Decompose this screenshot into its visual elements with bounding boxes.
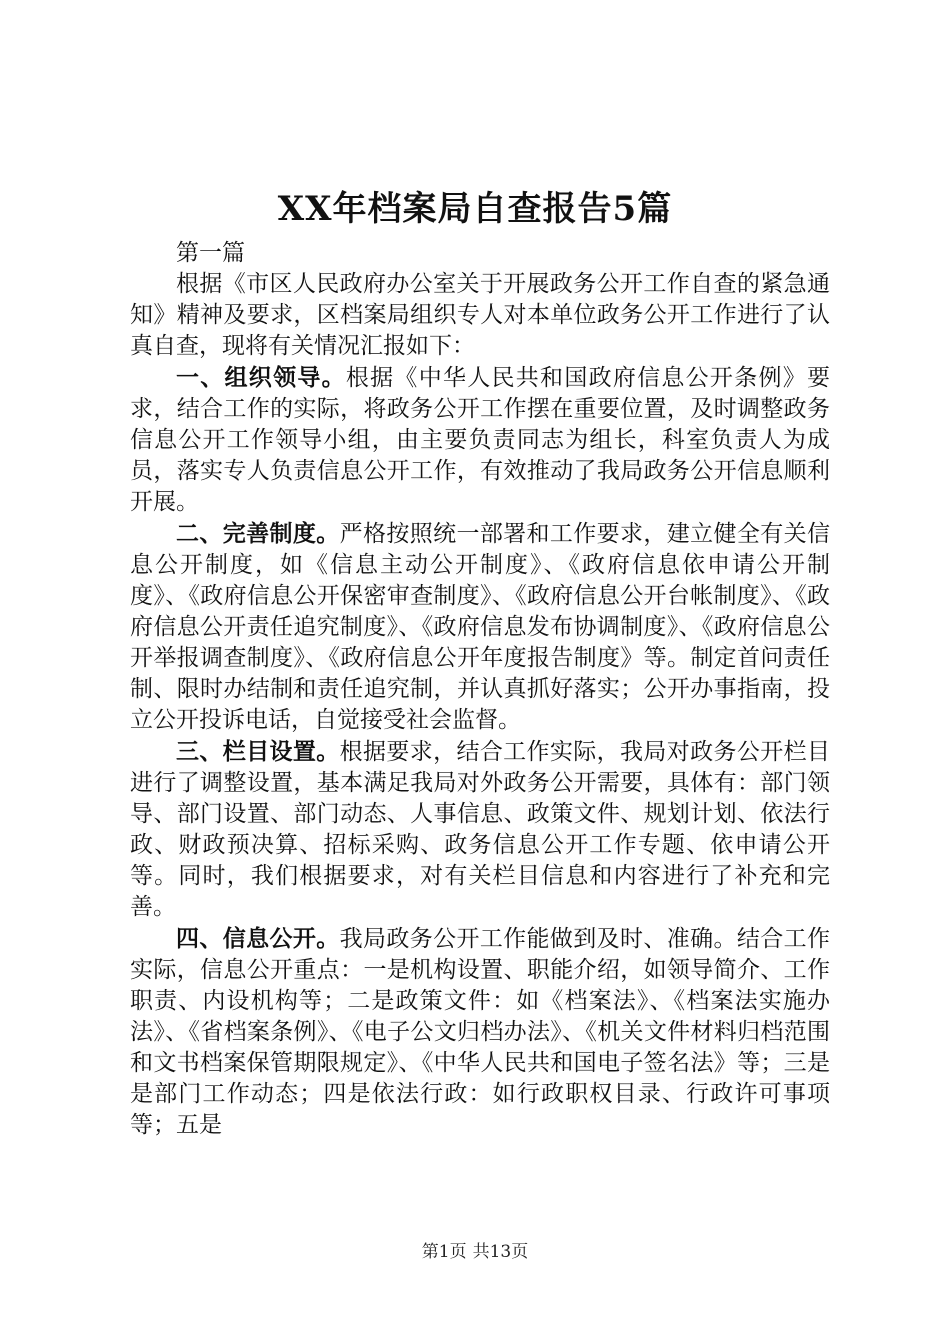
section-heading: 一、组织领导。 xyxy=(176,364,346,391)
section-paragraph xyxy=(130,362,830,518)
section-label: 第一篇 xyxy=(176,240,245,266)
section-paragraph xyxy=(130,736,830,923)
section-heading: 二、完善制度。 xyxy=(176,520,340,547)
section-paragraph xyxy=(130,923,830,1141)
document-title: XX年档案局自查报告5篇 xyxy=(277,189,673,229)
page-total: 共13页 xyxy=(472,1242,529,1262)
section-text: 严格按照统一部署和工作要求，建立健全有关信息公开制度，如《信息主动公开制度》、《政府信息依申请公开制度》、《政府信息公开保密审查制度》、《政府信息公开台帐制度》、《政府信息公开责任追究制度》、《政府信息发布协调制度》、《政府信息公开举报调查制度》、《政府信息公开年度报告制度》等。制定首问责任制、限时办结制和责任追究制，并认真抓好落实；公开办事指南，投立公开投诉电话，自觉接受社会监督。 xyxy=(130,521,831,733)
intro-paragraph: 根据《市区人民政府办公室关于开展政务公开工作自查的紧急通知》精神及要求，区档案局组织专人对本单位政务公开工作进行了认真自查，现将有关情况汇报如下： xyxy=(130,271,830,359)
section-text: 根据《中华人民共和国政府信息公开条例》要求，结合工作的实际，将政务公开工作摆在重要位置，及时调整政务信息公开工作领导小组，由主要负责同志为组长，科室负责人为成员，落实专人负责信息公开工作，有效推动了我局政务公开信息顺利开展。 xyxy=(130,365,831,515)
section-heading: 三、栏目设置。 xyxy=(176,738,340,765)
section-text: 根据要求，结合工作实际，我局对政务公开栏目进行了调整设置，基本满足我局对外政务公开需要，具体有：部门领导、部门设置、部门动态、人事信息、政策文件、规划计划、依法行政、财政预决算、招标采购、政务信息公开工作专题、依申请公开等。同时，我们根据要求，对有关栏目信息和内容进行了补充和完善。 xyxy=(130,739,831,920)
section-text: 我局政务公开工作能做到及时、准确。结合工作实际，信息公开重点：一是机构设置、职能介绍，如领导简介、工作职责、内设机构等；二是政策文件：如《档案法》、《档案法实施办法》、《省档案条例》、《电子公文归档办法》、《机关文件材料归档范围和文书档案保管期限规定》、《中华人民共和国电子签名法》等；三是是部门工作动态；四是依法行政：如行政职权目录、行政许可事项等；五是 xyxy=(130,926,831,1138)
page-footer xyxy=(0,1240,950,1264)
section-paragraph xyxy=(130,518,830,736)
page-number: 第1页 xyxy=(421,1242,467,1262)
document-body xyxy=(130,238,830,1141)
section-heading: 四、信息公开。 xyxy=(176,925,340,952)
